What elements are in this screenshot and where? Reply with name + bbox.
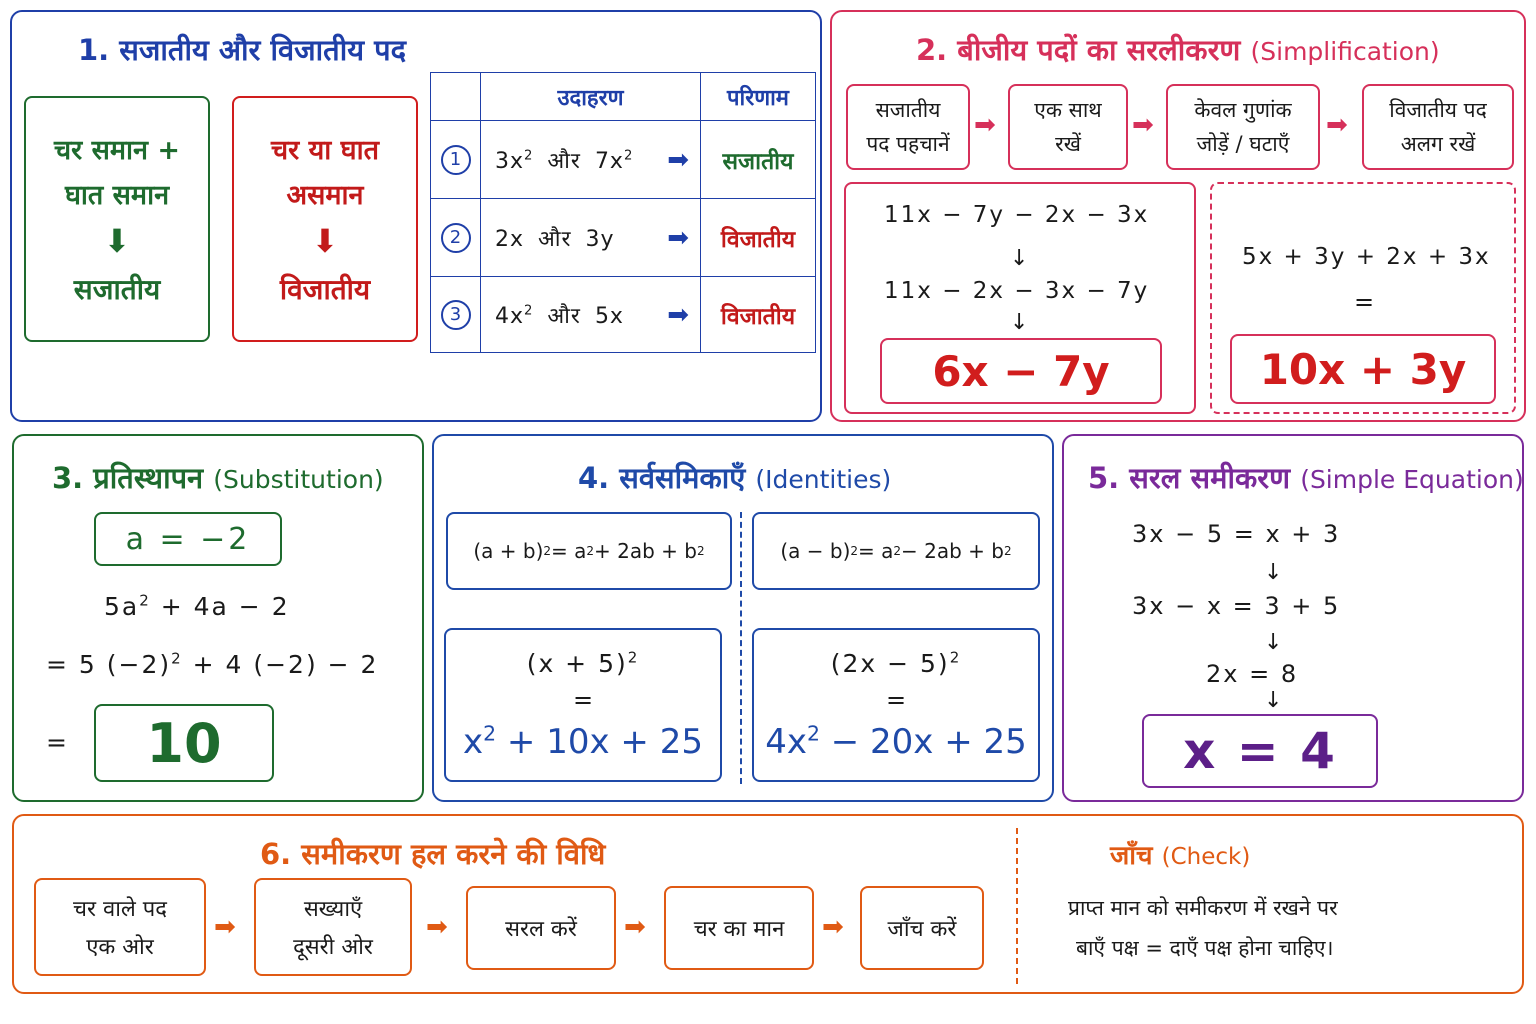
equation-line2: 3x − x = 3 + 5 (1132, 592, 1341, 620)
equation-line3: 2x = 8 (1206, 660, 1299, 688)
step-line1: जाँच करें (887, 917, 957, 942)
example-2-answer: 10x + 3y (1230, 334, 1496, 404)
down-arrow-icon: ↓ (1264, 560, 1283, 585)
result-rest: + 10x + 25 (496, 721, 703, 762)
right-arrow-icon: ➡ (624, 912, 646, 942)
simplify-step-2 (1008, 84, 1128, 170)
join-word: और (547, 148, 581, 174)
method-step-5 (860, 886, 984, 970)
table-row (431, 121, 816, 199)
example-equals: = (885, 685, 907, 714)
identity-example-1 (444, 628, 722, 782)
term-b: 3y (585, 226, 615, 252)
sub-exponent: 2 (171, 649, 183, 668)
step-line2: पद पहचानें (866, 132, 950, 156)
like-rule-result: सजातीय (73, 273, 161, 306)
right-arrow-icon: ➡ (667, 222, 690, 253)
result-lead: 4x (765, 721, 807, 762)
result-rest: − 20x + 25 (819, 721, 1027, 762)
panel-2-title-hi: 2. बीजीय पदों का सरलीकरण (916, 33, 1241, 67)
like-rule-line2: घात समान (64, 180, 170, 211)
row-result: सजातीय (701, 121, 816, 199)
identity-example-2 (752, 628, 1040, 782)
lhs-text: (x + 5) (526, 648, 628, 678)
divider (1016, 828, 1018, 984)
check-line1: प्राप्त मान को समीकरण में रखने पर (1068, 896, 1338, 920)
divider (740, 512, 742, 784)
panel-like-unlike-terms (10, 10, 822, 422)
term-a-exponent: 2 (524, 148, 534, 164)
example-1-line2: 11x − 2x − 3x − 7y (884, 278, 1150, 304)
simplify-example-1 (844, 182, 1196, 414)
step-line1: सख्याएँ (303, 897, 363, 922)
example-result (765, 722, 1027, 762)
term-a: 4x (495, 303, 525, 329)
panel-6-title: 6. समीकरण हल करने की विधि (260, 837, 606, 871)
step-line2: दूसरी ओर (293, 935, 373, 960)
check-title-hi: जाँच (1110, 841, 1153, 871)
unlike-terms-rule-box (232, 96, 418, 342)
panel-3-title-hi: 3. प्रतिस्थापन (52, 461, 204, 495)
result-equals: = (46, 728, 69, 757)
identity-lhs: (a + b) (473, 539, 544, 563)
table-header-example: उदाहरण (481, 73, 701, 121)
unlike-rule-line2: असमान (286, 180, 364, 211)
equation-answer: x = 4 (1142, 714, 1378, 788)
result-lead: x (463, 721, 484, 762)
exponent: 2 (627, 648, 640, 667)
expr-a: 5a (104, 592, 140, 621)
term-b: 7x (594, 148, 624, 174)
like-terms-rule-box (24, 96, 210, 342)
panel-simple-equation (1062, 434, 1524, 802)
check-line2: बाएँ पक्ष = दाएँ पक्ष होना चाहिए। (1076, 936, 1334, 960)
down-arrow-icon: ⬇ (103, 222, 131, 260)
example-result (463, 722, 703, 762)
check-title (1110, 836, 1250, 872)
unlike-rule-result: विजातीय (279, 273, 371, 306)
term-b: 5x (594, 303, 624, 329)
panel-4-title-en: (Identities) (755, 465, 892, 494)
row-result: विजातीय (701, 199, 816, 277)
panel-2-title (916, 30, 1440, 69)
panel-3-title-en: (Substitution) (213, 465, 384, 494)
expr-a-exponent: 2 (139, 591, 151, 610)
panel-5-title-en: (Simple Equation) (1300, 465, 1524, 494)
simplify-step-1 (846, 84, 970, 170)
method-step-3 (466, 886, 616, 970)
panel-2-title-en: (Simplification) (1250, 37, 1440, 66)
example-2-line1: 5x + 3y + 2x + 3x (1242, 244, 1491, 270)
example-lhs (831, 649, 962, 678)
table-row (431, 277, 816, 353)
example-equals: = (572, 685, 594, 714)
identity-1-box: (a + b) 2 = a 2 + 2ab + b 2 (446, 512, 732, 590)
term-b-exponent: 2 (623, 148, 634, 164)
down-arrow-icon: ↓ (1010, 246, 1029, 271)
right-arrow-icon: ➡ (667, 144, 690, 175)
identity-mid: = a (858, 539, 894, 563)
exponent: 2 (806, 721, 820, 746)
step-line2: जोड़ें / घटाएँ (1196, 132, 1290, 156)
right-arrow-icon: ➡ (667, 299, 690, 330)
right-arrow-icon: ➡ (426, 912, 448, 942)
method-step-4 (664, 886, 814, 970)
right-arrow-icon: ➡ (1326, 110, 1348, 140)
sub-pre: = 5 (−2) (46, 650, 172, 679)
row-number-badge: 3 (441, 300, 471, 330)
step-line1: सरल करें (505, 917, 577, 942)
step-line1: केवल गुणांक (1194, 98, 1292, 122)
term-a: 2x (495, 226, 525, 252)
panel-substitution (12, 434, 424, 802)
given-value-box: a = −2 (94, 512, 282, 566)
join-word: और (538, 226, 572, 252)
step-line1: चर का मान (693, 917, 785, 942)
right-arrow-icon: ➡ (974, 110, 996, 140)
panel-4-title-hi: 4. सर्वसमिकाएँ (578, 461, 746, 495)
right-arrow-icon: ➡ (1132, 110, 1154, 140)
panel-equation-method (12, 814, 1524, 994)
example-2-equals: = (1354, 288, 1377, 316)
step-line2: अलग रखें (1400, 132, 1476, 156)
down-arrow-icon: ↓ (1010, 310, 1029, 335)
term-a: 3x (495, 148, 525, 174)
substitution-answer: 10 (94, 704, 274, 782)
panel-5-title-hi: 5. सरल समीकरण (1088, 461, 1291, 495)
method-step-1 (34, 878, 206, 976)
examples-table (430, 72, 816, 353)
substitution-step (46, 650, 378, 679)
example-1-answer: 6x − 7y (880, 338, 1162, 404)
panel-4-title (578, 458, 891, 497)
equation-line1: 3x − 5 = x + 3 (1132, 520, 1341, 548)
method-step-2 (254, 878, 412, 976)
identity-mid: = a (551, 539, 587, 563)
identity-tail: − 2ab + b (901, 539, 1004, 563)
down-arrow-icon: ↓ (1264, 688, 1283, 713)
down-arrow-icon: ↓ (1264, 630, 1283, 655)
right-arrow-icon: ➡ (214, 912, 236, 942)
step-line2: एक ओर (86, 935, 154, 960)
right-arrow-icon: ➡ (822, 912, 844, 942)
sub-rest: + 4 (−2) − 2 (182, 650, 379, 679)
step-line1: चर वाले पद (73, 897, 167, 922)
identity-tail: + 2ab + b (594, 539, 697, 563)
panel-3-title (52, 458, 384, 497)
unlike-rule-line1: चर या घात (271, 135, 379, 166)
down-arrow-icon: ⬇ (311, 222, 339, 260)
expr-rest: + 4a − 2 (150, 592, 290, 621)
simplify-step-4 (1362, 84, 1514, 170)
identity-2-box: (a − b) 2 = a 2 − 2ab + b 2 (752, 512, 1040, 590)
exponent: 2 (949, 648, 962, 667)
simplify-step-3 (1166, 84, 1320, 170)
table-header-result: परिणाम (701, 73, 816, 121)
example-lhs (527, 649, 640, 678)
step-line1: विजातीय पद (1389, 98, 1487, 122)
lhs-text: (2x − 5) (830, 648, 950, 678)
check-title-en: (Check) (1161, 844, 1251, 870)
like-rule-line1: चर समान + (54, 135, 180, 166)
simplify-example-2 (1210, 182, 1516, 414)
panel-1-title: 1. सजातीय और विजातीय पद (78, 33, 406, 67)
example-1-line1: 11x − 7y − 2x − 3x (884, 202, 1150, 228)
panel-identities (432, 434, 1054, 802)
panel-5-title (1088, 458, 1524, 497)
identity-lhs: (a − b) (780, 539, 851, 563)
row-number-badge: 2 (441, 223, 471, 253)
panel-simplification (830, 10, 1526, 422)
step-line2: रखें (1055, 132, 1081, 156)
table-row (431, 199, 816, 277)
step-line1: सजातीय (875, 98, 941, 122)
join-word: और (547, 303, 581, 329)
row-number-badge: 1 (441, 145, 471, 175)
substitution-expression (104, 592, 290, 621)
step-line1: एक साथ (1034, 98, 1102, 122)
exponent: 2 (483, 721, 497, 746)
row-result: विजातीय (701, 277, 816, 353)
term-a-exponent: 2 (524, 303, 534, 319)
